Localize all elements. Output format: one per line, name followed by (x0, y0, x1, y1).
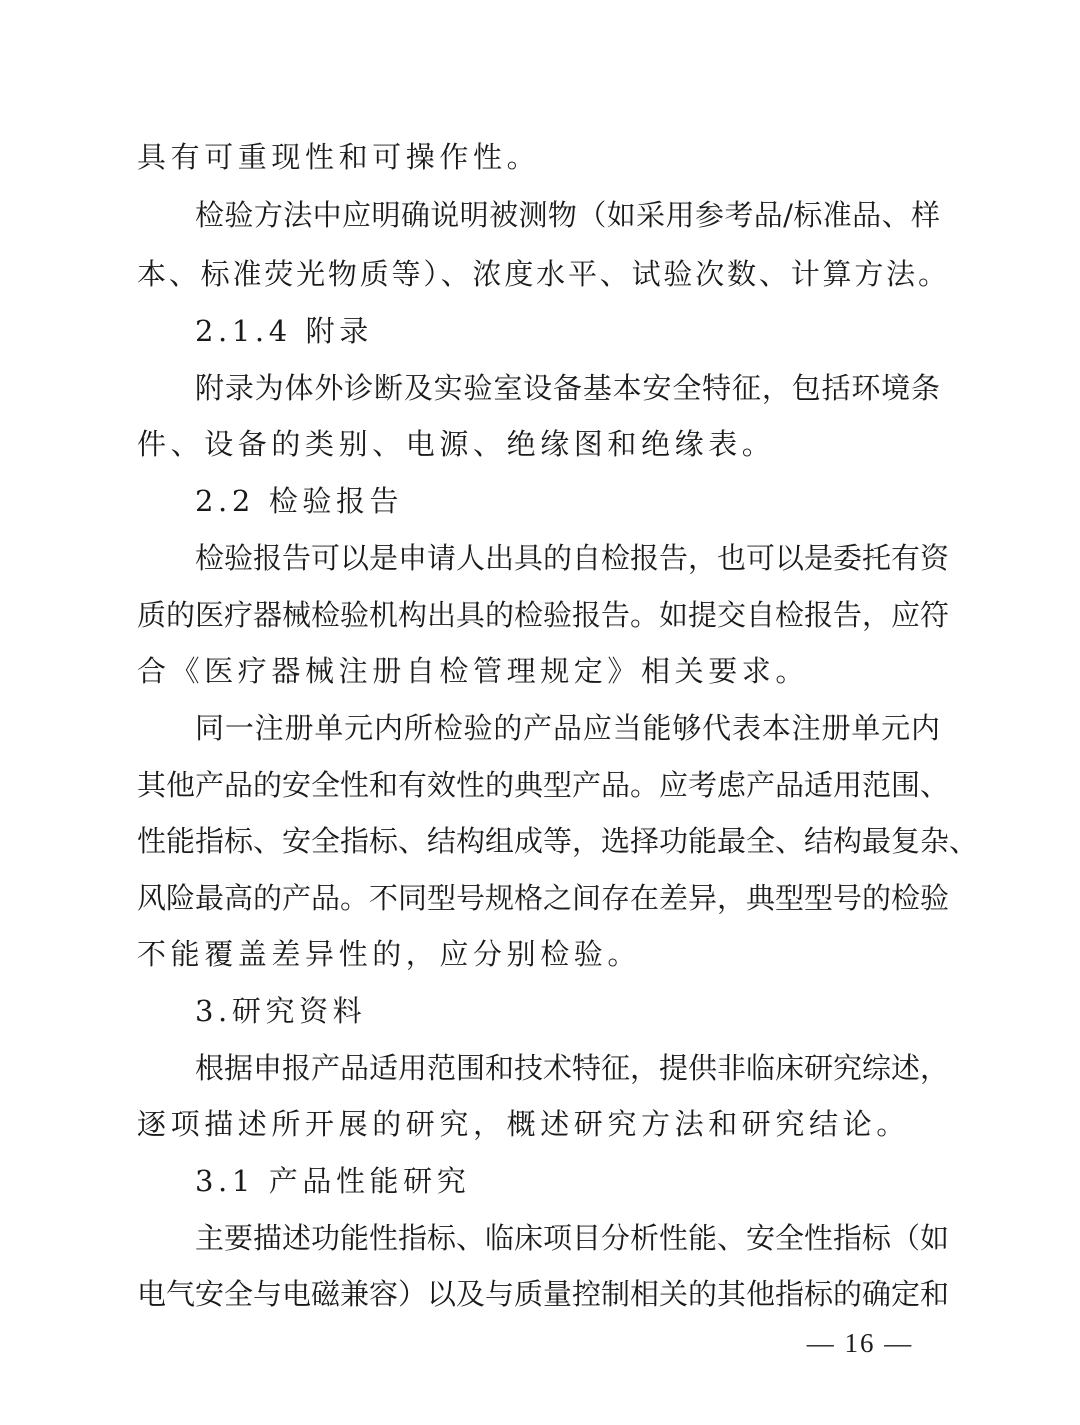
page-number: — 16 — (806, 1328, 914, 1358)
body-text-line: 件、设备的类别、电源、绝缘图和绝缘表。 (137, 427, 776, 461)
body-text-line: 合《医疗器械注册自检管理规定》相关要求。 (137, 654, 810, 688)
section-heading: 2.1.4 附录 (195, 314, 373, 348)
section-heading: 3.研究资料 (195, 994, 367, 1028)
body-text-line: 不能覆盖差异性的，应分别检验。 (137, 937, 642, 971)
body-text-line: 电气安全与电磁兼容）以及与质量控制相关的其他指标的确定和 (137, 1277, 950, 1311)
body-text-line: 附录为体外诊断及实验室设备基本安全特征，包括环境条 (195, 371, 940, 405)
body-text-line: 其他产品的安全性和有效性的典型产品。应考虑产品适用范围、 (137, 768, 950, 802)
body-text-line: 检验方法中应明确说明被测物（如采用参考品/标准品、样 (195, 198, 940, 232)
body-text-line: 逐项描述所开展的研究，概述研究方法和研究结论。 (137, 1107, 910, 1141)
body-text-line: 检验报告可以是申请人出具的自检报告，也可以是委托有资 (195, 541, 950, 575)
section-heading: 2.2 检验报告 (195, 484, 404, 518)
body-text-line: 本、标准荧光物质等）、浓度水平、试验次数、计算方法。 (137, 257, 947, 291)
body-text-line: 风险最高的产品。不同型号规格之间存在差异，典型型号的检验 (137, 881, 950, 915)
body-text-line: 性能指标、安全指标、结构组成等，选择功能最全、结构最复杂、 (137, 824, 979, 858)
body-text-line: 具有可重现性和可操作性。 (137, 140, 541, 174)
body-text-line: 主要描述功能性指标、临床项目分析性能、安全性指标（如 (195, 1221, 950, 1255)
body-text-line: 同一注册单元内所检验的产品应当能够代表本注册单元内 (195, 711, 940, 745)
body-text-line: 根据申报产品适用范围和技术特征，提供非临床研究综述， (195, 1051, 950, 1085)
section-heading: 3.1 产品性能研究 (195, 1164, 471, 1198)
body-text-line: 质的医疗器械检验机构出具的检验报告。如提交自检报告，应符 (137, 598, 950, 632)
